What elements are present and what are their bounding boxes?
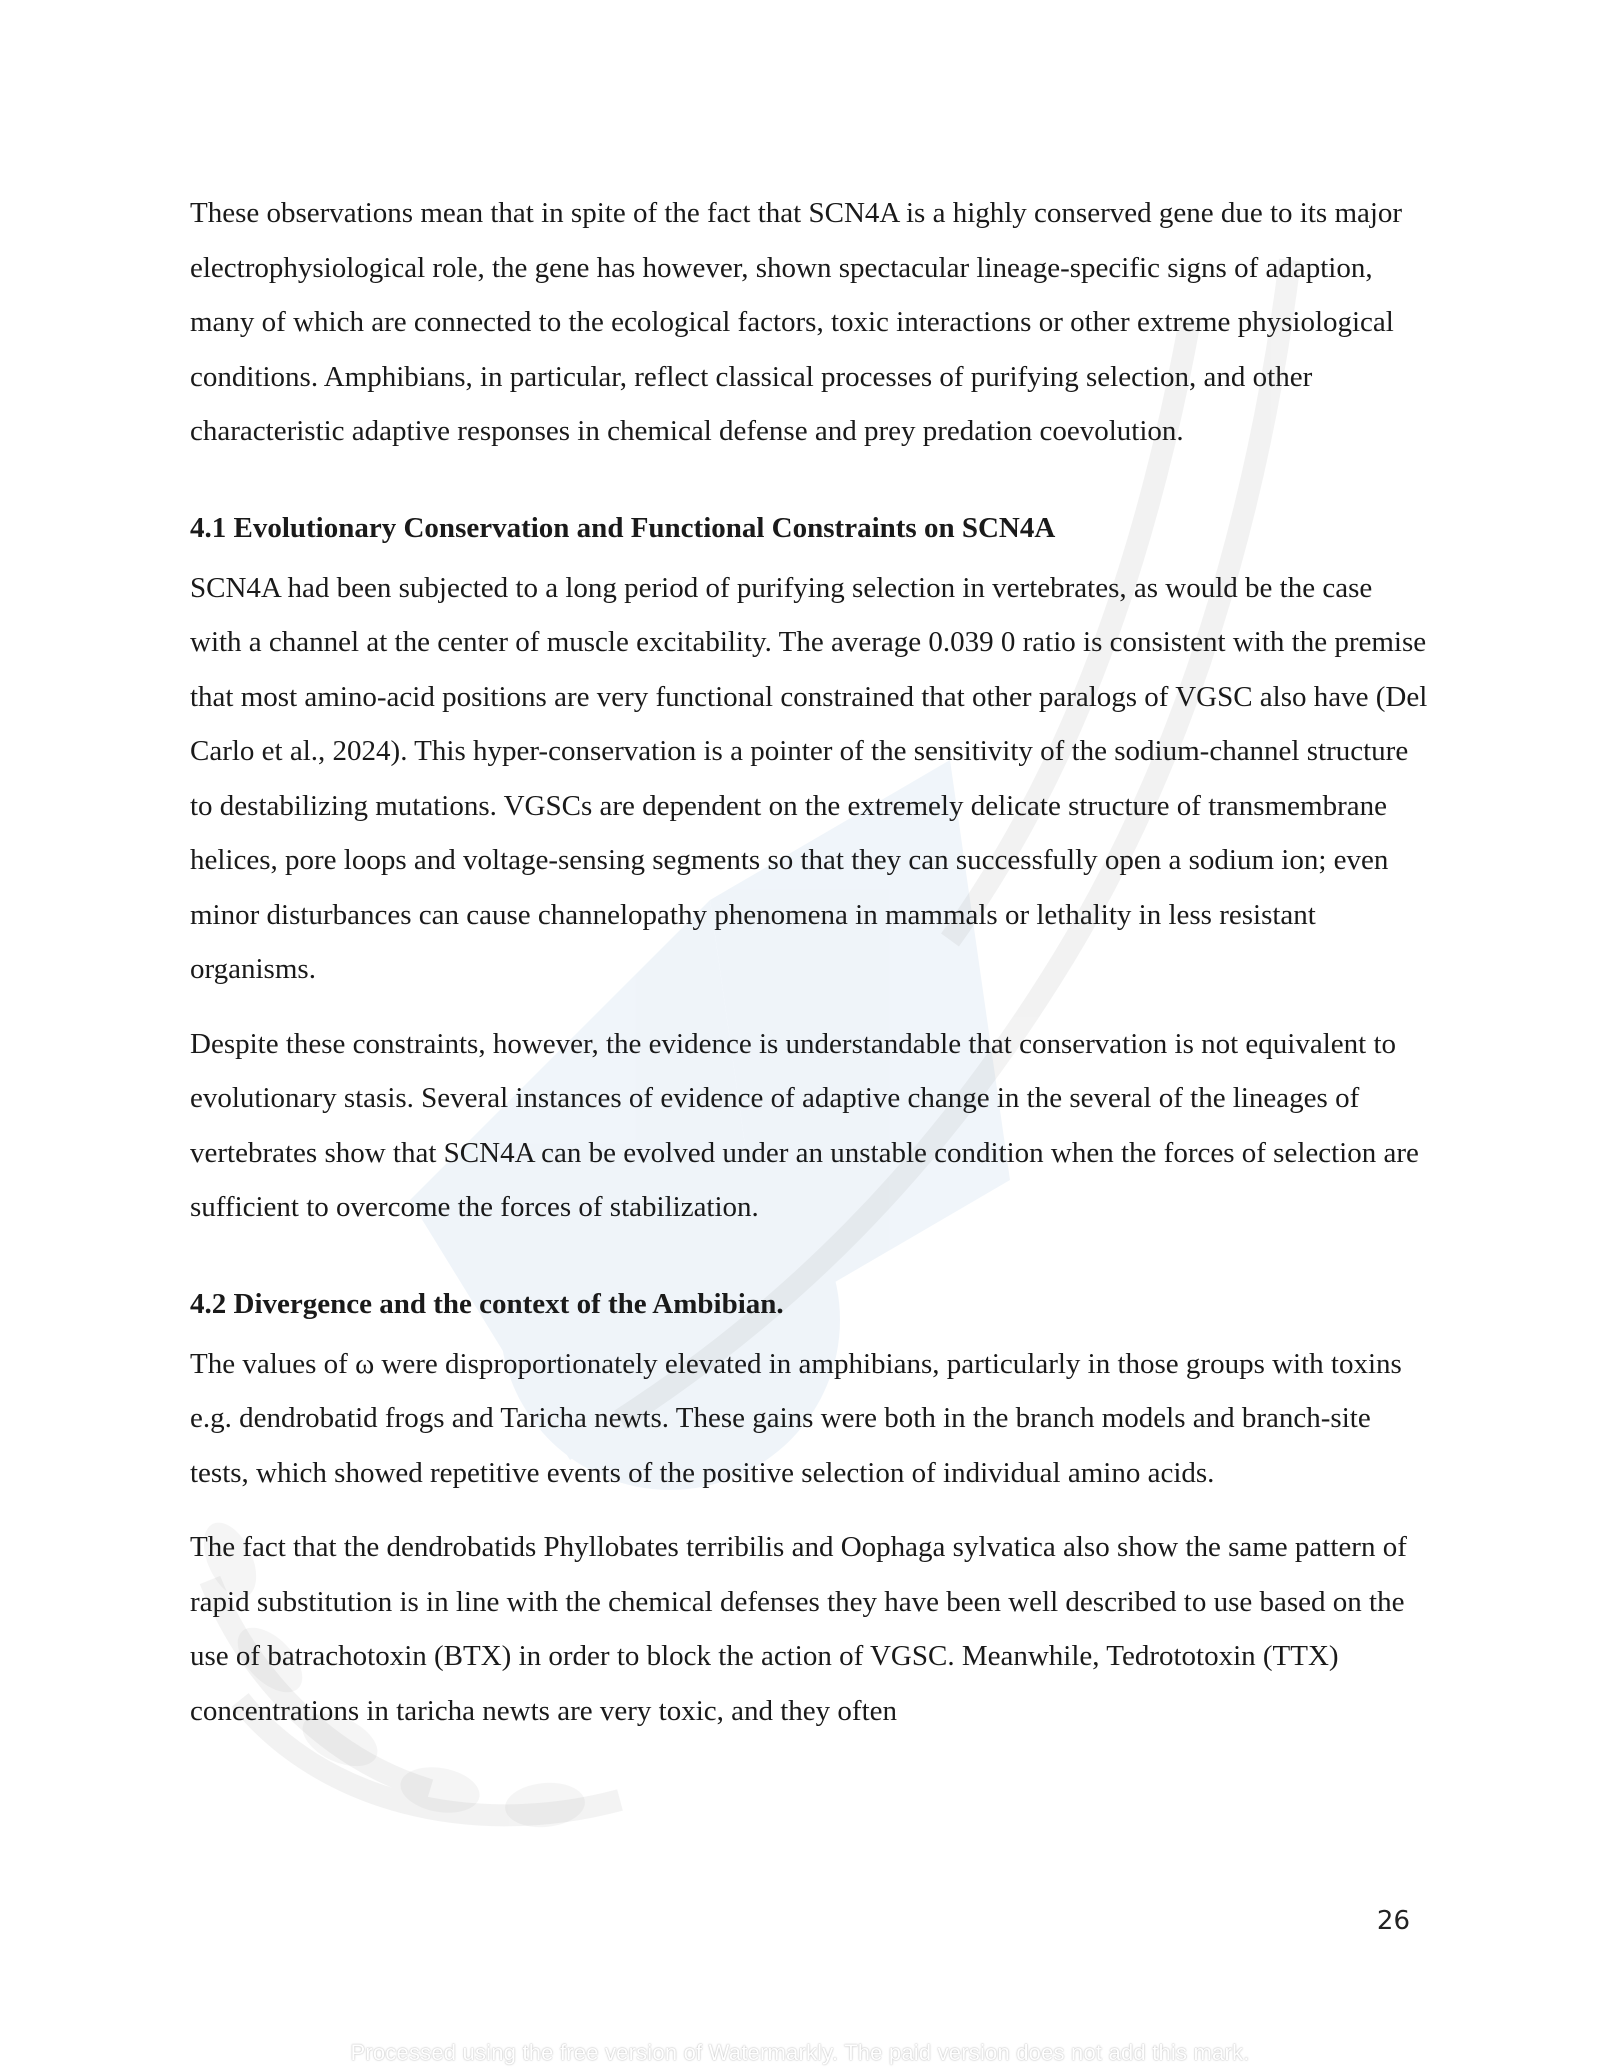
- section-heading-4-2: 4.2 Divergence and the context of the Ambibian.: [190, 1287, 784, 1320]
- section-4-1-paragraph-1: SCN4A had been subjected to a long period of purifying selection in vertebrates, as would be the case with a channel at the center of muscle excitability. The average 0.039 0 ratio is consistent with the premise that most amino-acid positions are very functional constrained that other paralogs of VGSC also have (Del Carlo et al., 2024). This hyper-conservation is a pointer of the sensitivity of the sodium-channel structure to destabilizing mutations. VGSCs are dependent on the extremely delicate structure of transmembrane helices, pore loops and voltage-sensing segments so that they can successfully open a sodium ion; even minor disturbances can cause channelopathy phenomena in mammals or lethality in less resistant organisms.: [190, 571, 1428, 985]
- section-4-2-paragraph-1: The values of ω were disproportionately elevated in amphibians, particularly in those groups with toxins e.g. dendrobatid frogs and Taricha newts. These gains were both in the branch models and branch-site tests, which showed repetitive events of the positive selection of individual amino acids.: [190, 1347, 1402, 1489]
- footer-watermark-text: Processed using the free version of Watermarkly. The paid version does not add this mark.: [350, 2040, 1250, 2065]
- section-4-2-paragraph-2: The fact that the dendrobatids Phyllobates terribilis and Oophaga sylvatica also show the same pattern of rapid substitution is in line with the chemical defenses they have been well described to use based on the use of batrachotoxin (BTX) in order to block the action of VGSC. Meanwhile, Tedrototoxin (TTX) concentrations in taricha newts are very toxic, and they often: [190, 1531, 1407, 1727]
- section-4-1-paragraph-2: Despite these constraints, however, the evidence is understandable that conservation is not equivalent to evolutionary stasis. Several instances of evidence of adaptive change in the several of the lineages of vertebrates show that SCN4A can be evolved under an unstable condition when the forces of selection are sufficient to overcome the forces of stabilization.: [190, 1027, 1419, 1223]
- document-body: [190, 186, 1430, 1738]
- page-number: 26: [1376, 1906, 1410, 1936]
- section-heading-4-1: 4.1 Evolutionary Conservation and Functional Constraints on SCN4A: [190, 511, 1056, 544]
- intro-paragraph: These observations mean that in spite of the fact that SCN4A is a highly conserved gene due to its major electrophysiological role, the gene has however, shown spectacular lineage-specific signs of adaption, many of which are connected to the ecological factors, toxic interactions or other extreme physiological conditions. Amphibians, in particular, reflect classical processes of purifying selection, and other characteristic adaptive responses in chemical defense and prey predation coevolution.: [190, 197, 1403, 447]
